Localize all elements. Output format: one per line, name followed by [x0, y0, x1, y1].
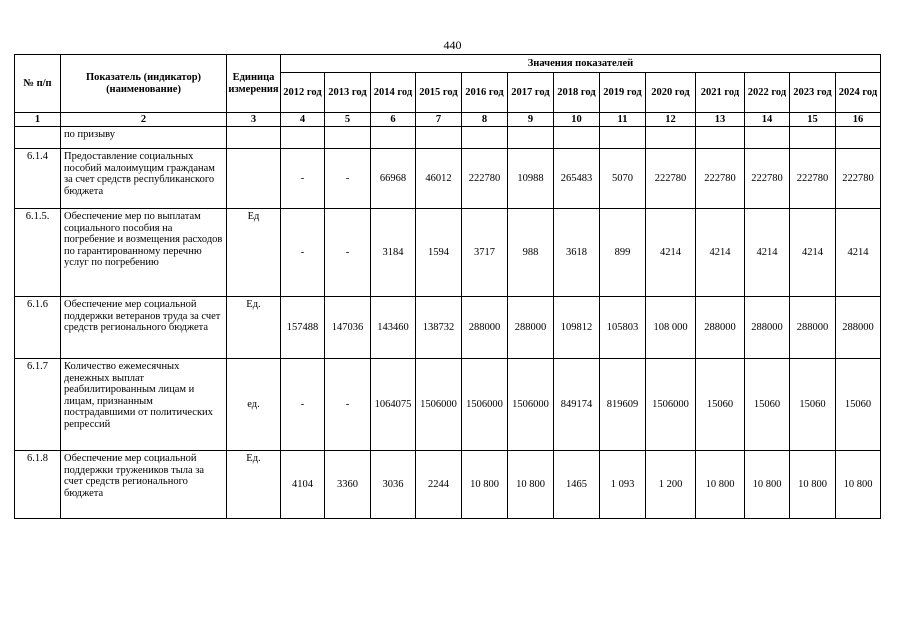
row-value: 1594: [416, 209, 462, 297]
row-value: 222780: [836, 149, 881, 209]
row-value: 15060: [836, 359, 881, 451]
row-value: -: [325, 209, 371, 297]
row-value: 15060: [745, 359, 790, 451]
table-row: [15, 297, 881, 359]
year-header: 2024 год: [836, 73, 881, 113]
row-value: 4214: [696, 209, 745, 297]
row-value: 157488: [281, 297, 325, 359]
row-value: 5070: [600, 149, 646, 209]
row-value: 222780: [646, 149, 696, 209]
col-header-values: Значения показателей: [281, 55, 881, 73]
row-code: 6.1.4: [15, 149, 61, 209]
indicators-table: [14, 54, 881, 519]
row-value: 4214: [745, 209, 790, 297]
row-value: -: [325, 359, 371, 451]
row-value: 1 093: [600, 451, 646, 519]
row-value: 143460: [371, 297, 416, 359]
row-value: 819609: [600, 359, 646, 451]
row-value: 147036: [325, 297, 371, 359]
year-header: 2018 год: [554, 73, 600, 113]
row-value: 15060: [696, 359, 745, 451]
column-number: 14: [745, 113, 790, 127]
year-header: 2014 год: [371, 73, 416, 113]
row-value: 222780: [462, 149, 508, 209]
row-value: 288000: [508, 297, 554, 359]
column-number: 16: [836, 113, 881, 127]
row-unit: Ед: [227, 209, 281, 297]
column-number: 8: [462, 113, 508, 127]
row-code: 6.1.6: [15, 297, 61, 359]
row-value: -: [281, 359, 325, 451]
year-header: 2020 год: [646, 73, 696, 113]
col-header-indicator: Показатель (индикатор) (наименование): [61, 55, 227, 113]
row-value: 1064075: [371, 359, 416, 451]
row-value: 10 800: [790, 451, 836, 519]
row-value: 288000: [462, 297, 508, 359]
row-value: 10 800: [745, 451, 790, 519]
year-header: 2023 год: [790, 73, 836, 113]
column-number: 9: [508, 113, 554, 127]
row-value: 1506000: [646, 359, 696, 451]
row-value: 138732: [416, 297, 462, 359]
row-value: 849174: [554, 359, 600, 451]
row-value: 10 800: [836, 451, 881, 519]
column-number: 1: [15, 113, 61, 127]
row-value: 1465: [554, 451, 600, 519]
year-header: 2021 год: [696, 73, 745, 113]
row-value: 10 800: [462, 451, 508, 519]
row-indicator: Количество ежемесячных денежных выплат реабилитированным лицам и лицам, признанным пострадавшими от политических репрессий: [61, 359, 227, 451]
row-value: 1506000: [508, 359, 554, 451]
row-value: 1 200: [646, 451, 696, 519]
row-value: 4104: [281, 451, 325, 519]
row-value: 4214: [646, 209, 696, 297]
year-header: 2015 год: [416, 73, 462, 113]
row-value: 288000: [836, 297, 881, 359]
row-value: 288000: [790, 297, 836, 359]
row-unit: [227, 149, 281, 209]
row-value: 222780: [790, 149, 836, 209]
row-value: 222780: [696, 149, 745, 209]
column-number: 12: [646, 113, 696, 127]
row-code: 6.1.7: [15, 359, 61, 451]
row-unit: Ед.: [227, 297, 281, 359]
row-indicator: Предоставление социальных пособий малоимущим гражданам за счет средств республиканского бюджета: [61, 149, 227, 209]
table-row: [15, 359, 881, 451]
row-value: 4214: [836, 209, 881, 297]
column-number: 13: [696, 113, 745, 127]
row-value: 108 000: [646, 297, 696, 359]
table-row: [15, 209, 881, 297]
row-indicator: Обеспечение мер по выплатам социального пособия на погребение и возмещения расходов по гарантированному перечню услуг по погребению: [61, 209, 227, 297]
row-value: 109812: [554, 297, 600, 359]
row-value: 3618: [554, 209, 600, 297]
row-value: 899: [600, 209, 646, 297]
year-header: 2022 год: [745, 73, 790, 113]
column-number: 2: [61, 113, 227, 127]
row-value: 265483: [554, 149, 600, 209]
col-header-unit: Единица измерения: [227, 55, 281, 113]
year-header: 2013 год: [325, 73, 371, 113]
row-value: 3184: [371, 209, 416, 297]
row-value: 4214: [790, 209, 836, 297]
row-value: -: [281, 149, 325, 209]
row-value: 2244: [416, 451, 462, 519]
row-code: 6.1.8: [15, 451, 61, 519]
table-row-continuation: [15, 127, 881, 149]
page-number: 440: [443, 38, 462, 52]
row-code: 6.1.5.: [15, 209, 61, 297]
column-number: 11: [600, 113, 646, 127]
column-number: 10: [554, 113, 600, 127]
column-number: 7: [416, 113, 462, 127]
table-row: [15, 149, 881, 209]
year-header: 2016 год: [462, 73, 508, 113]
row-unit: ед.: [227, 359, 281, 451]
row-value: 105803: [600, 297, 646, 359]
row-value: 3717: [462, 209, 508, 297]
row-value: -: [325, 149, 371, 209]
column-number: 6: [371, 113, 416, 127]
column-number: 3: [227, 113, 281, 127]
row-value: 222780: [745, 149, 790, 209]
year-header: 2012 год: [281, 73, 325, 113]
row-value: 10 800: [508, 451, 554, 519]
year-header: 2019 год: [600, 73, 646, 113]
column-number: 4: [281, 113, 325, 127]
row-value: 3360: [325, 451, 371, 519]
row-value: 15060: [790, 359, 836, 451]
row-value: 46012: [416, 149, 462, 209]
row-value: -: [281, 209, 325, 297]
table-row: [15, 451, 881, 519]
row-value: 1506000: [416, 359, 462, 451]
row-value: 10 800: [696, 451, 745, 519]
col-header-num: № п/п: [15, 55, 61, 113]
continuation-text: по призыву: [61, 127, 227, 149]
column-number: 5: [325, 113, 371, 127]
row-value: 288000: [745, 297, 790, 359]
row-value: 10988: [508, 149, 554, 209]
row-indicator: Обеспечение мер социальной поддержки ветеранов труда за счет средств регионального бюджета: [61, 297, 227, 359]
row-value: 66968: [371, 149, 416, 209]
row-value: 288000: [696, 297, 745, 359]
row-indicator: Обеспечение мер социальной поддержки тружеников тыла за счет средств регионального бюджета: [61, 451, 227, 519]
year-header: 2017 год: [508, 73, 554, 113]
row-value: 3036: [371, 451, 416, 519]
column-number: 15: [790, 113, 836, 127]
row-value: 988: [508, 209, 554, 297]
row-unit: Ед.: [227, 451, 281, 519]
row-value: 1506000: [462, 359, 508, 451]
